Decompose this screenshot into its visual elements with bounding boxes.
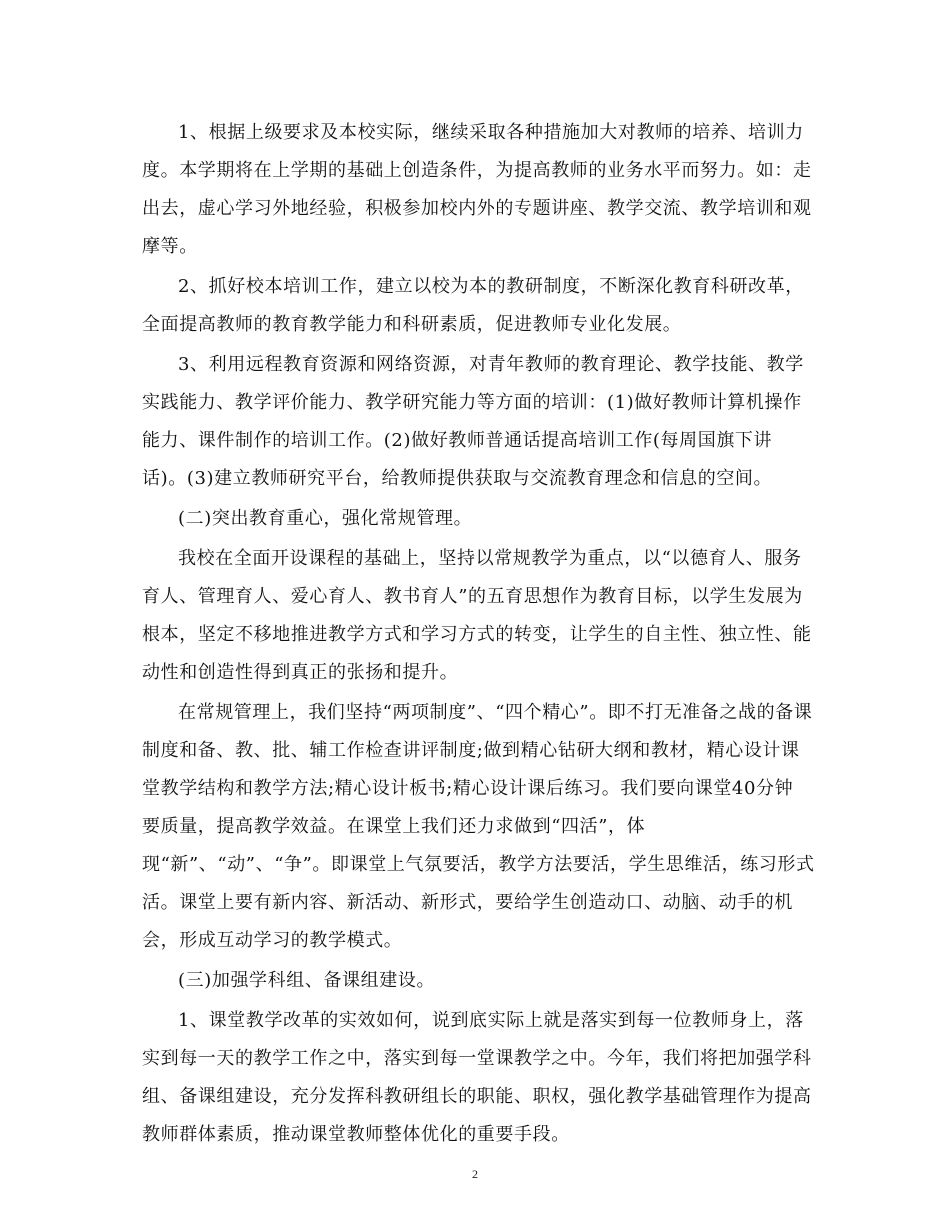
paragraph-line: 全面提高教师的教育教学能力和科研素质，促进教师专业化发展。	[142, 314, 682, 335]
paragraph-line: 话)。(3)建立教师研究平台，给教师提供获取与交流教育理念和信息的空间。	[142, 468, 773, 489]
paragraph-line: 要质量，提高教学效益。在课堂上我们还力求做到“四活”，体	[142, 816, 646, 837]
paragraph-line: 3、利用远程教育资源和网络资源，对青年教师的教育理论、教学技能、教学	[178, 354, 804, 375]
paragraph-line: 育人、管理育人、爱心育人、教书育人”的五育思想作为教育目标，以学生发展为	[142, 586, 803, 607]
paragraph-line: 度。本学期将在上学期的基础上创造条件，为提高教师的业务水平而努力。如：走	[142, 160, 812, 181]
paragraph-line: 组、备课组建设，充分发挥科教研组长的职能、职权，强化教学基础管理作为提高	[142, 1086, 812, 1107]
paragraph-line: 在常规管理上，我们坚持“两项制度”、“四个精心”。即不打无准备之战的备课	[178, 702, 813, 723]
paragraph-line: 堂教学结构和教学方法;精心设计板书;精心设计课后练习。我们要向课堂40分钟	[142, 778, 794, 799]
paragraph-line: 1、根据上级要求及本校实际，继续采取各种措施加大对教师的培养、培训力	[178, 122, 804, 143]
paragraph-line: 现“新”、“动”、“争”。即课堂上气氛要活，教学方法要活，学生思维活，练习形式	[142, 854, 815, 875]
paragraph-line: 我校在全面开设课程的基础上，坚持以常规教学为重点，以“以德育人、服务	[178, 548, 802, 569]
paragraph-line: 动性和创造性得到真正的张扬和提升。	[142, 662, 459, 683]
paragraph-line: 制度和备、教、批、辅工作检查讲评制度;做到精心钻研大纲和教材，精心设计课	[142, 740, 800, 761]
paragraph-line: 实践能力、教学评价能力、教学研究能力等方面的培训：(1)做好教师计算机操作	[142, 392, 802, 413]
section-heading: (二)突出教育重心，强化常规管理。	[178, 508, 473, 529]
section-heading: (三)加强学科组、备课组建设。	[178, 970, 436, 991]
paragraph-line: 摩等。	[142, 236, 198, 257]
page-number: 2	[472, 1167, 478, 1181]
paragraph-line: 实到每一天的教学工作之中，落实到每一堂课教学之中。今年，我们将把加强学科	[142, 1048, 812, 1069]
paragraph-line: 1、课堂教学改革的实效如何，说到底实际上就是落实到每一位教师身上，落	[178, 1010, 804, 1031]
paragraph-line: 2、抓好校本培训工作，建立以校为本的教研制度，不断深化教育科研改革，	[178, 276, 804, 297]
paragraph-line: 会，形成互动学习的教学模式。	[142, 930, 403, 951]
paragraph-line: 出去，虚心学习外地经验，积极参加校内外的专题讲座、教学交流、教学培训和观	[142, 198, 812, 219]
paragraph-line: 教师群体素质，推动课堂教师整体优化的重要手段。	[142, 1124, 570, 1145]
paragraph-line: 活。课堂上要有新内容、新活动、新形式，要给学生创造动口、动脑、动手的机	[142, 892, 793, 913]
paragraph-line: 能力、课件制作的培训工作。(2)做好教师普通话提高培训工作(每周国旗下讲	[142, 430, 773, 451]
paragraph-line: 根本，坚定不移地推进教学方式和学习方式的转变，让学生的自主性、独立性、能	[142, 624, 812, 645]
